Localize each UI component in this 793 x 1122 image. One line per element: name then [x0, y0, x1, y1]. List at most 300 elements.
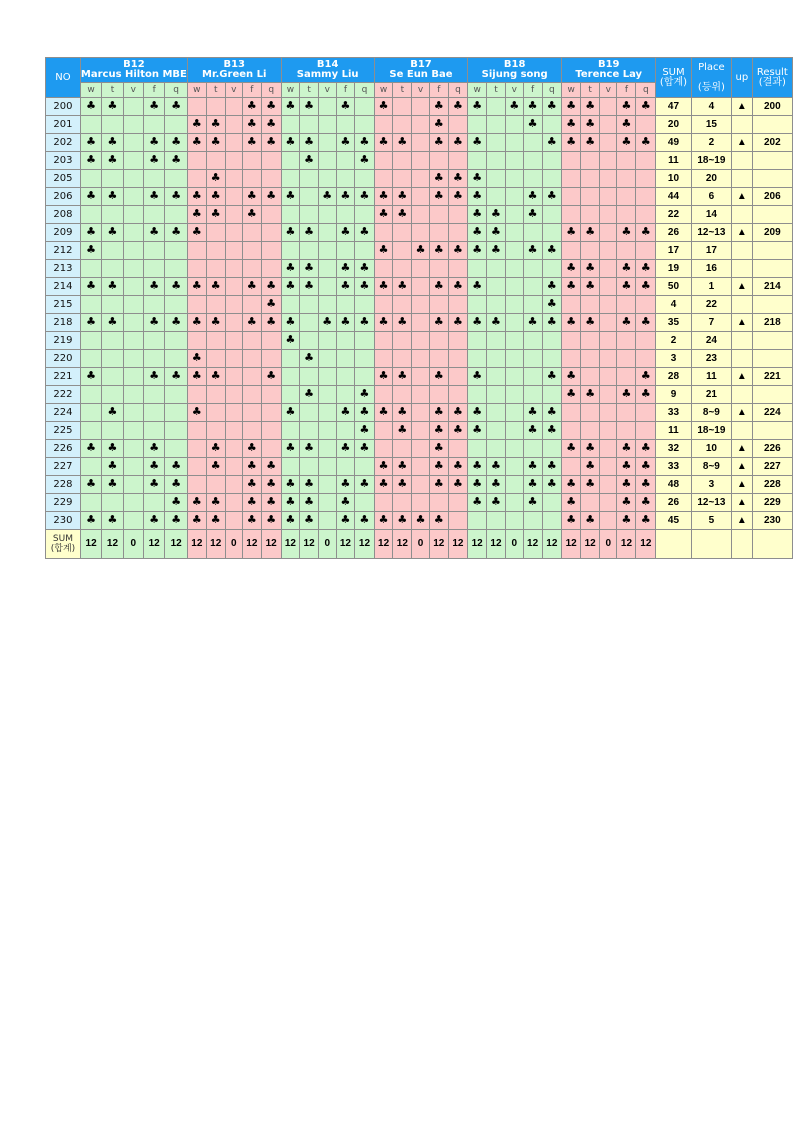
- club-icon: ♣: [585, 477, 596, 490]
- mark-cell: [562, 386, 581, 404]
- mark-cell: [562, 440, 581, 458]
- mark-cell: [412, 350, 430, 368]
- group-sum-cell: [487, 530, 506, 559]
- mark-cell: [281, 242, 300, 260]
- club-icon: ♣: [640, 387, 651, 400]
- result-header-label-kr: (결과): [758, 76, 786, 88]
- mark-cell: [187, 188, 206, 206]
- mark-cell: [355, 422, 375, 440]
- mark-cell: [542, 494, 562, 512]
- club-icon: ♣: [149, 99, 160, 112]
- subcolumn-f: [523, 83, 542, 98]
- mark-cell: [448, 278, 468, 296]
- club-icon: ♣: [191, 225, 202, 238]
- mark-cell: [281, 134, 300, 152]
- row-number-label: 224: [53, 406, 73, 418]
- club-icon: ♣: [246, 117, 257, 130]
- mark-cell: [80, 386, 101, 404]
- subcolumn-label: v: [231, 85, 237, 95]
- mark-cell: [165, 188, 188, 206]
- club-icon: ♣: [86, 225, 97, 238]
- up-arrow-icon: ▲: [736, 226, 747, 238]
- mark-cell: [318, 116, 336, 134]
- club-icon: ♣: [149, 225, 160, 238]
- mark-cell: [144, 170, 165, 188]
- mark-cell: [123, 440, 143, 458]
- mark-cell: [261, 152, 281, 170]
- row-result-value: 218: [763, 316, 781, 328]
- mark-cell: [429, 134, 448, 152]
- table-row: [46, 260, 793, 278]
- group-sum-cell: [165, 530, 188, 559]
- mark-cell: [187, 512, 206, 530]
- mark-cell: [505, 332, 523, 350]
- subcolumn-t: [300, 83, 319, 98]
- subcolumn-v: [318, 83, 336, 98]
- mark-cell: [242, 368, 261, 386]
- mark-cell: [487, 494, 506, 512]
- club-icon: ♣: [107, 189, 118, 202]
- row-sum: [656, 422, 691, 440]
- mark-cell: [542, 260, 562, 278]
- club-icon: ♣: [433, 99, 444, 112]
- mark-cell: [261, 386, 281, 404]
- group-sum-value: 12: [640, 538, 652, 549]
- up-header: [732, 58, 752, 98]
- club-icon: ♣: [415, 513, 426, 526]
- club-icon: ♣: [86, 279, 97, 292]
- club-icon: ♣: [546, 297, 557, 310]
- mark-cell: [374, 458, 393, 476]
- mark-cell: [336, 188, 355, 206]
- row-place-value: 23: [705, 352, 717, 364]
- group-sum-value: 12: [546, 538, 558, 549]
- club-icon: ♣: [285, 495, 296, 508]
- club-icon: ♣: [86, 477, 97, 490]
- row-up: [732, 368, 752, 386]
- subcolumn-w: [562, 83, 581, 98]
- club-icon: ♣: [566, 225, 577, 238]
- mark-cell: [225, 332, 242, 350]
- mark-cell: [393, 476, 412, 494]
- mark-cell: [318, 206, 336, 224]
- row-up: [732, 116, 752, 134]
- mark-cell: [617, 440, 636, 458]
- mark-cell: [412, 422, 430, 440]
- club-icon: ♣: [246, 513, 257, 526]
- club-icon: ♣: [585, 135, 596, 148]
- subcolumn-label: t: [307, 85, 311, 95]
- row-place-value: 17: [705, 244, 717, 256]
- mark-cell: [281, 512, 300, 530]
- club-icon: ♣: [340, 315, 351, 328]
- club-icon: ♣: [472, 369, 483, 382]
- mark-cell: [225, 152, 242, 170]
- mark-cell: [336, 422, 355, 440]
- mark-cell: [542, 206, 562, 224]
- mark-cell: [261, 350, 281, 368]
- group-sum-value: 12: [452, 538, 464, 549]
- mark-cell: [542, 368, 562, 386]
- group-sum-cell: [412, 530, 430, 559]
- row-sum-value: 28: [667, 370, 680, 382]
- mark-cell: [187, 332, 206, 350]
- mark-cell: [617, 368, 636, 386]
- up-arrow-icon: ▲: [736, 136, 747, 148]
- row-number: [46, 188, 81, 206]
- mark-cell: [300, 134, 319, 152]
- row-sum: [656, 368, 691, 386]
- mark-cell: [281, 152, 300, 170]
- mark-cell: [261, 188, 281, 206]
- mark-cell: [600, 476, 617, 494]
- mark-cell: [412, 170, 430, 188]
- subcolumn-label: q: [361, 85, 368, 95]
- subcolumn-v: [412, 83, 430, 98]
- subcolumn-w: [187, 83, 206, 98]
- group-sum-value: 12: [620, 538, 633, 549]
- mark-cell: [562, 242, 581, 260]
- subcolumn-v: [123, 83, 143, 98]
- mark-cell: [374, 494, 393, 512]
- table-row: [46, 386, 793, 404]
- mark-cell: [225, 116, 242, 134]
- group-sum-cell: [80, 530, 101, 559]
- mark-cell: [412, 260, 430, 278]
- mark-cell: [165, 116, 188, 134]
- club-icon: ♣: [171, 477, 182, 490]
- club-icon: ♣: [149, 279, 160, 292]
- mark-cell: [636, 296, 656, 314]
- mark-cell: [123, 350, 143, 368]
- club-icon: ♣: [397, 135, 408, 148]
- club-icon: ♣: [585, 261, 596, 274]
- club-icon: ♣: [527, 477, 538, 490]
- mark-cell: [393, 152, 412, 170]
- up-arrow-icon: ▲: [736, 460, 747, 472]
- row-place-value: 11: [706, 370, 717, 382]
- mark-cell: [600, 98, 617, 116]
- club-icon: ♣: [585, 459, 596, 472]
- row-place-value: 22: [705, 298, 717, 310]
- mark-cell: [487, 296, 506, 314]
- club-icon: ♣: [397, 189, 408, 202]
- row-place: [691, 152, 731, 170]
- row-number-label: 218: [53, 316, 73, 328]
- club-icon: ♣: [585, 513, 596, 526]
- table-row: [46, 278, 793, 296]
- mark-cell: [261, 494, 281, 512]
- mark-cell: [80, 242, 101, 260]
- row-number: [46, 494, 81, 512]
- subcolumn-label: f: [343, 85, 347, 95]
- mark-cell: [374, 296, 393, 314]
- club-icon: ♣: [359, 405, 370, 418]
- club-icon: ♣: [546, 315, 557, 328]
- mark-cell: [123, 260, 143, 278]
- club-icon: ♣: [433, 315, 444, 328]
- row-result: [752, 476, 792, 494]
- mark-cell: [80, 494, 101, 512]
- mark-cell: [617, 494, 636, 512]
- club-icon: ♣: [566, 135, 577, 148]
- row-place-value: 12~13: [697, 496, 726, 508]
- mark-cell: [562, 476, 581, 494]
- row-place-value: 16: [705, 262, 717, 274]
- place-header-label-kr: (등위): [697, 81, 725, 93]
- mark-cell: [102, 278, 123, 296]
- club-icon: ♣: [621, 387, 632, 400]
- row-number-label: 208: [53, 208, 73, 220]
- mark-cell: [187, 368, 206, 386]
- row-up: [732, 278, 752, 296]
- mark-cell: [318, 476, 336, 494]
- mark-cell: [487, 386, 506, 404]
- up-arrow-icon: ▲: [736, 190, 747, 202]
- mark-cell: [393, 386, 412, 404]
- club-icon: ♣: [304, 135, 315, 148]
- mark-cell: [542, 332, 562, 350]
- group-sum-cell: [617, 530, 636, 559]
- row-up: [732, 188, 752, 206]
- group-sum-cell: [374, 530, 393, 559]
- club-icon: ♣: [171, 153, 182, 166]
- mark-cell: [102, 224, 123, 242]
- row-result: [752, 206, 792, 224]
- mark-cell: [123, 152, 143, 170]
- mark-cell: [581, 512, 600, 530]
- club-icon: ♣: [340, 495, 351, 508]
- club-icon: ♣: [585, 279, 596, 292]
- club-icon: ♣: [472, 423, 483, 436]
- mark-cell: [187, 404, 206, 422]
- club-icon: ♣: [246, 441, 257, 454]
- subcolumn-t: [581, 83, 600, 98]
- mark-cell: [225, 224, 242, 242]
- row-result: [752, 440, 792, 458]
- mark-cell: [581, 404, 600, 422]
- mark-cell: [617, 206, 636, 224]
- row-sum: [656, 512, 691, 530]
- table-row: [46, 296, 793, 314]
- club-icon: ♣: [359, 135, 370, 148]
- club-icon: ♣: [285, 189, 296, 202]
- mark-cell: [261, 440, 281, 458]
- mark-cell: [261, 476, 281, 494]
- row-place: [691, 224, 731, 242]
- mark-cell: [600, 134, 617, 152]
- mark-cell: [505, 188, 523, 206]
- row-sum-value: 3: [670, 352, 677, 364]
- group-name: Mr.Green Li: [202, 69, 267, 80]
- mark-cell: [102, 296, 123, 314]
- mark-cell: [318, 170, 336, 188]
- row-place: [691, 368, 731, 386]
- mark-cell: [523, 296, 542, 314]
- mark-cell: [355, 494, 375, 512]
- club-icon: ♣: [149, 441, 160, 454]
- mark-cell: [261, 242, 281, 260]
- row-result-value: 230: [763, 514, 781, 526]
- mark-cell: [102, 368, 123, 386]
- subcolumn-label: q: [173, 85, 179, 95]
- club-icon: ♣: [107, 441, 118, 454]
- mark-cell: [165, 458, 188, 476]
- table-row: [46, 98, 793, 116]
- mark-cell: [242, 296, 261, 314]
- group-code: B13: [223, 59, 245, 70]
- row-number: [46, 422, 81, 440]
- mark-cell: [581, 296, 600, 314]
- club-icon: ♣: [266, 459, 277, 472]
- mark-cell: [600, 422, 617, 440]
- club-icon: ♣: [566, 261, 577, 274]
- club-icon: ♣: [527, 99, 538, 112]
- mark-cell: [225, 206, 242, 224]
- club-icon: ♣: [359, 477, 370, 490]
- mark-cell: [617, 296, 636, 314]
- mark-cell: [261, 224, 281, 242]
- mark-cell: [242, 134, 261, 152]
- row-result-value: 229: [763, 496, 781, 508]
- club-icon: ♣: [433, 189, 444, 202]
- club-icon: ♣: [86, 315, 97, 328]
- club-icon: ♣: [527, 315, 538, 328]
- row-number: [46, 440, 81, 458]
- mark-cell: [393, 512, 412, 530]
- group-sum-value: 12: [191, 538, 203, 549]
- club-icon: ♣: [86, 135, 97, 148]
- mark-cell: [281, 224, 300, 242]
- mark-cell: [102, 386, 123, 404]
- mark-cell: [355, 116, 375, 134]
- club-icon: ♣: [149, 459, 160, 472]
- mark-cell: [523, 116, 542, 134]
- row-result-value: 202: [763, 136, 781, 148]
- club-icon: ♣: [285, 405, 296, 418]
- club-icon: ♣: [359, 189, 370, 202]
- sum-row-label-text: SUM: [52, 534, 73, 544]
- club-icon: ♣: [359, 261, 370, 274]
- row-result: [752, 116, 792, 134]
- group-sum-value: 12: [471, 538, 483, 549]
- mark-cell: [144, 134, 165, 152]
- row-number-label: 230: [53, 514, 73, 526]
- no-header-label: NO: [55, 71, 71, 83]
- club-icon: ♣: [340, 477, 351, 490]
- mark-cell: [374, 242, 393, 260]
- subcolumn-v: [505, 83, 523, 98]
- club-icon: ♣: [491, 459, 501, 472]
- mark-cell: [562, 206, 581, 224]
- row-up: [732, 224, 752, 242]
- mark-cell: [523, 386, 542, 404]
- mark-cell: [505, 152, 523, 170]
- mark-cell: [429, 476, 448, 494]
- mark-cell: [393, 440, 412, 458]
- club-icon: ♣: [640, 369, 651, 382]
- row-place-value: 8~9: [702, 460, 720, 472]
- mark-cell: [505, 350, 523, 368]
- club-icon: ♣: [304, 279, 315, 292]
- mark-cell: [300, 494, 319, 512]
- row-sum-value: 11: [668, 424, 679, 436]
- mark-cell: [187, 116, 206, 134]
- mark-cell: [505, 386, 523, 404]
- club-icon: ♣: [210, 369, 221, 382]
- group-sum-value: 12: [170, 538, 182, 549]
- group-header-b13: [187, 58, 281, 83]
- mark-cell: [206, 458, 225, 476]
- group-sum-cell: [261, 530, 281, 559]
- group-sum-value: 12: [106, 538, 119, 549]
- mark-cell: [102, 260, 123, 278]
- mark-cell: [225, 188, 242, 206]
- mark-cell: [374, 404, 393, 422]
- mark-cell: [581, 440, 600, 458]
- mark-cell: [600, 170, 617, 188]
- mark-cell: [448, 260, 468, 278]
- mark-cell: [600, 332, 617, 350]
- mark-cell: [355, 368, 375, 386]
- row-sum: [656, 242, 691, 260]
- mark-cell: [581, 206, 600, 224]
- mark-cell: [412, 368, 430, 386]
- mark-cell: [80, 206, 101, 224]
- row-place: [691, 476, 731, 494]
- group-sum-value: 12: [527, 538, 539, 549]
- club-icon: ♣: [640, 135, 651, 148]
- club-icon: ♣: [191, 279, 202, 292]
- row-place-value: 12~13: [697, 226, 726, 238]
- row-number-label: 226: [53, 442, 73, 454]
- mark-cell: [300, 260, 319, 278]
- mark-cell: [505, 512, 523, 530]
- table-row: [46, 314, 793, 332]
- mark-cell: [225, 314, 242, 332]
- mark-cell: [102, 458, 123, 476]
- mark-cell: [165, 440, 188, 458]
- mark-cell: [102, 350, 123, 368]
- mark-cell: [187, 494, 206, 512]
- mark-cell: [242, 188, 261, 206]
- club-icon: ♣: [546, 369, 557, 382]
- mark-cell: [144, 404, 165, 422]
- subcolumn-w: [281, 83, 300, 98]
- club-icon: ♣: [191, 405, 202, 418]
- mark-cell: [581, 152, 600, 170]
- row-place: [691, 422, 731, 440]
- group-code: B12: [123, 59, 145, 70]
- club-icon: ♣: [546, 279, 557, 292]
- club-icon: ♣: [378, 477, 389, 490]
- subcolumn-w: [80, 83, 101, 98]
- mark-cell: [102, 494, 123, 512]
- mark-cell: [523, 170, 542, 188]
- club-icon: ♣: [491, 495, 501, 508]
- mark-cell: [318, 440, 336, 458]
- row-up: [732, 458, 752, 476]
- mark-cell: [336, 260, 355, 278]
- club-icon: ♣: [86, 513, 97, 526]
- club-icon: ♣: [246, 207, 257, 220]
- row-place-value: 1: [708, 280, 715, 292]
- mark-cell: [123, 512, 143, 530]
- mark-cell: [300, 332, 319, 350]
- mark-cell: [562, 188, 581, 206]
- mark-cell: [225, 458, 242, 476]
- club-icon: ♣: [527, 495, 538, 508]
